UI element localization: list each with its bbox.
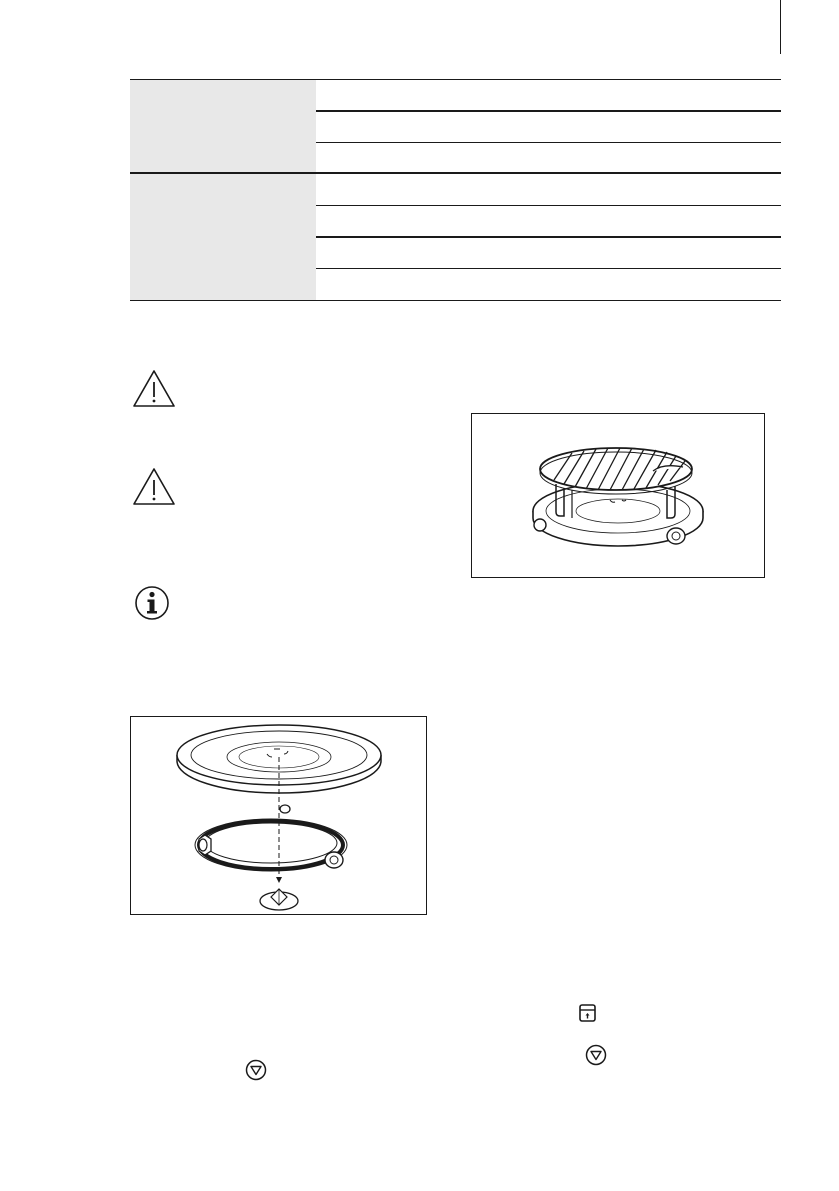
warning-icon (132, 467, 176, 507)
table-group-1 (130, 80, 781, 174)
table-group-2 (130, 174, 781, 300)
door-open-icon (577, 1002, 599, 1024)
grill-rack-on-turntable-illustration (472, 414, 764, 577)
crop-mark (780, 0, 781, 54)
table-group-2-label-cell (130, 174, 316, 300)
table-row (316, 143, 781, 173)
table-row (316, 269, 781, 299)
info-icon (133, 584, 173, 624)
door-open-button[interactable] (577, 1002, 599, 1024)
warning-notice-1 (132, 369, 176, 409)
stop-triangle-icon (585, 1044, 607, 1066)
specification-table (130, 79, 781, 301)
turntable-assembly-illustration (131, 717, 426, 914)
warning-notice-2 (132, 467, 176, 507)
table-row (316, 174, 781, 204)
table-bottom-border (130, 300, 781, 301)
stop-triangle-icon (245, 1059, 267, 1081)
warning-icon (132, 369, 176, 409)
info-notice (133, 584, 177, 624)
turntable-assembly-figure (130, 716, 427, 915)
stop-button-left[interactable] (245, 1059, 267, 1081)
grill-rack-figure (471, 413, 765, 578)
table-row (316, 206, 781, 236)
table-row (316, 80, 781, 110)
stop-button-right[interactable] (585, 1044, 607, 1066)
table-group-1-label-cell (130, 80, 316, 174)
table-row (316, 238, 781, 268)
table-row (316, 112, 781, 142)
